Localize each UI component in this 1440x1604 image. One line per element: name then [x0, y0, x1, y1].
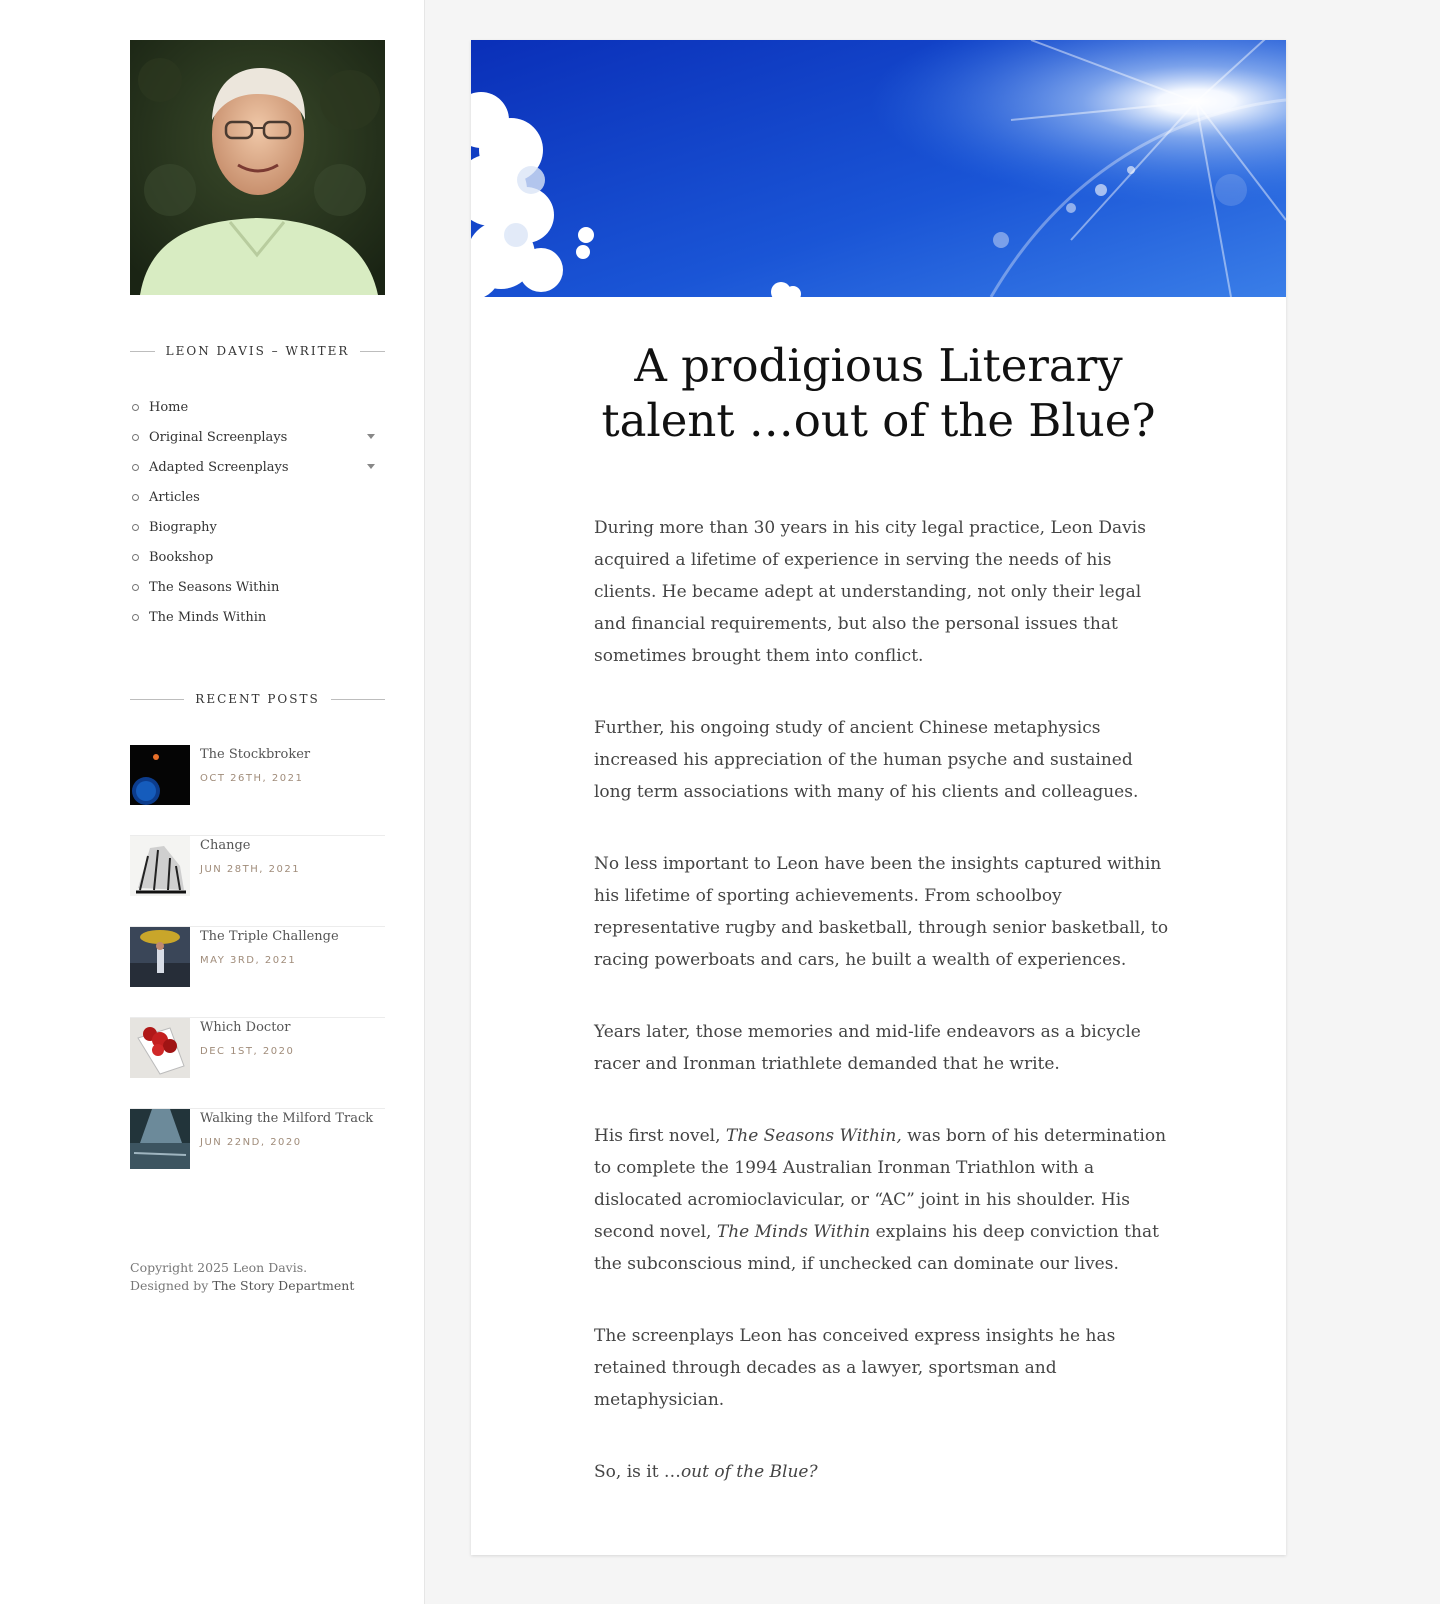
stockbroker-thumb-image	[130, 745, 190, 805]
paragraph-text: So, is it …	[594, 1462, 681, 1482]
nav-item-the-minds-within[interactable]	[130, 602, 385, 632]
avatar-image	[130, 40, 385, 295]
divider	[360, 351, 385, 352]
recent-post-item[interactable]	[130, 1109, 385, 1200]
chevron-down-icon[interactable]	[367, 434, 375, 439]
post-title[interactable]: The Stockbroker	[200, 747, 311, 762]
nav-item-label[interactable]: Home	[149, 399, 189, 415]
nav-item-label[interactable]: Biography	[149, 519, 217, 535]
bullet-icon	[132, 614, 139, 621]
milford-track-thumb-image	[130, 1109, 190, 1169]
nav-item-label[interactable]: Adapted Screenplays	[149, 459, 289, 475]
recent-post-item[interactable]	[130, 927, 385, 1018]
divider	[331, 699, 385, 700]
nav-item-original-screenplays[interactable]	[130, 422, 385, 452]
copyright-text: Copyright 2025 Leon Davis.	[130, 1260, 308, 1275]
main-navigation	[130, 392, 385, 632]
bullet-icon	[132, 554, 139, 561]
author-avatar[interactable]	[130, 40, 385, 295]
post-date: MAY 3RD, 2021	[200, 955, 297, 966]
nav-item-label[interactable]: The Seasons Within	[149, 579, 280, 595]
recent-post-item[interactable]	[130, 745, 385, 836]
recent-posts-list	[130, 745, 385, 1200]
article-title-line-2: talent …out of the Blue?	[601, 394, 1156, 447]
nav-item-the-seasons-within[interactable]	[130, 572, 385, 602]
post-thumbnail[interactable]	[130, 927, 190, 987]
book-title-minds-within: The Minds Within	[716, 1222, 871, 1242]
recent-post-item[interactable]	[130, 1018, 385, 1109]
nav-item-adapted-screenplays[interactable]	[130, 452, 385, 482]
site-footer	[130, 1259, 354, 1295]
article-paragraph: Years later, those memories and mid-life endeavors as a bicycle racer and Ironman triathlete demanded that he write.	[594, 1022, 1141, 1074]
recent-post-item[interactable]	[130, 836, 385, 927]
paragraph-text: was born of his determination to complete the 1994 Australian Ironman Triathlon with a dislocated acromioclavicular, or “AC” joint in his shoulder. His second novel,	[594, 1126, 1167, 1242]
bullet-icon	[132, 464, 139, 471]
article-paragraph	[594, 1120, 1169, 1280]
nav-item-label[interactable]: Original Screenplays	[149, 429, 288, 445]
blue-sky-sun-image	[471, 40, 1286, 297]
hero-image	[471, 40, 1286, 297]
bullet-icon	[132, 584, 139, 591]
bullet-icon	[132, 524, 139, 531]
post-thumbnail[interactable]	[130, 1018, 190, 1078]
post-date: DEC 1ST, 2020	[200, 1046, 295, 1057]
post-thumbnail[interactable]	[130, 745, 190, 805]
closing-question: out of the Blue?	[680, 1462, 818, 1482]
post-title[interactable]: Which Doctor	[200, 1020, 291, 1035]
nav-item-label[interactable]: Bookshop	[149, 549, 214, 565]
article-paragraph: Further, his ongoing study of ancient Chinese metaphysics increased his appreciation of the human psyche and sustained long term associations with many of his clients and colleagues.	[594, 718, 1139, 802]
article-paragraph: No less important to Leon have been the insights captured within his lifetime of sporting achievements. From schoolboy representative rugby and basketball, through senior basketball, to racing powerboats and cars, he built a wealth of experiences.	[594, 854, 1169, 970]
bullet-icon	[132, 404, 139, 411]
site-title-heading	[130, 341, 385, 361]
paragraph-text: explains his deep conviction that the subconscious mind, if unchecked can dominate our lives.	[594, 1222, 1159, 1274]
post-thumbnail[interactable]	[130, 836, 190, 896]
bullet-icon	[132, 494, 139, 501]
post-title[interactable]: The Triple Challenge	[200, 929, 339, 944]
designer-link[interactable]: The Story Department	[212, 1278, 355, 1293]
triple-challenge-thumb-image	[130, 927, 190, 987]
designed-by-text	[130, 1277, 354, 1295]
chevron-down-icon[interactable]	[367, 464, 375, 469]
article-paragraph: The screenplays Leon has conceived express insights he has retained through decades as a lawyer, sportsman and metaphysician.	[594, 1326, 1116, 1410]
recent-posts-title: RECENT POSTS	[195, 692, 320, 706]
designed-by-prefix: Designed by	[130, 1278, 213, 1293]
post-date: OCT 26TH, 2021	[200, 773, 304, 784]
site-title[interactable]: LEON DAVIS – WRITER	[165, 344, 350, 358]
nav-item-label[interactable]: The Minds Within	[149, 609, 267, 625]
change-thumb-image	[130, 836, 190, 896]
nav-item-label[interactable]: Articles	[149, 489, 200, 505]
which-doctor-thumb-image	[130, 1018, 190, 1078]
article-title-line-1: A prodigious Literary	[634, 339, 1123, 392]
divider	[130, 699, 184, 700]
article-paragraph: During more than 30 years in his city legal practice, Leon Davis acquired a lifetime of experience in serving the needs of his clients. He became adept at understanding, not only their legal and financial requirements, but also the personal issues that sometimes brought them into conflict.	[594, 518, 1146, 666]
post-title[interactable]: Walking the Milford Track	[200, 1111, 374, 1126]
article-card	[471, 40, 1286, 1555]
recent-posts-heading	[130, 689, 385, 709]
sidebar	[0, 0, 425, 1604]
paragraph-text: His first novel,	[594, 1126, 726, 1146]
article-title	[471, 338, 1286, 448]
post-title[interactable]: Change	[200, 838, 251, 853]
nav-item-bookshop[interactable]	[130, 542, 385, 572]
book-title-seasons-within: The Seasons Within,	[725, 1126, 902, 1146]
post-date: JUN 28TH, 2021	[200, 864, 301, 875]
article-paragraph	[594, 1456, 1169, 1488]
bullet-icon	[132, 434, 139, 441]
post-thumbnail[interactable]	[130, 1109, 190, 1169]
article-body	[594, 512, 1169, 1528]
nav-item-home[interactable]	[130, 392, 385, 422]
nav-item-articles[interactable]	[130, 482, 385, 512]
nav-item-biography[interactable]	[130, 512, 385, 542]
post-date: JUN 22ND, 2020	[200, 1137, 302, 1148]
divider	[130, 351, 155, 352]
